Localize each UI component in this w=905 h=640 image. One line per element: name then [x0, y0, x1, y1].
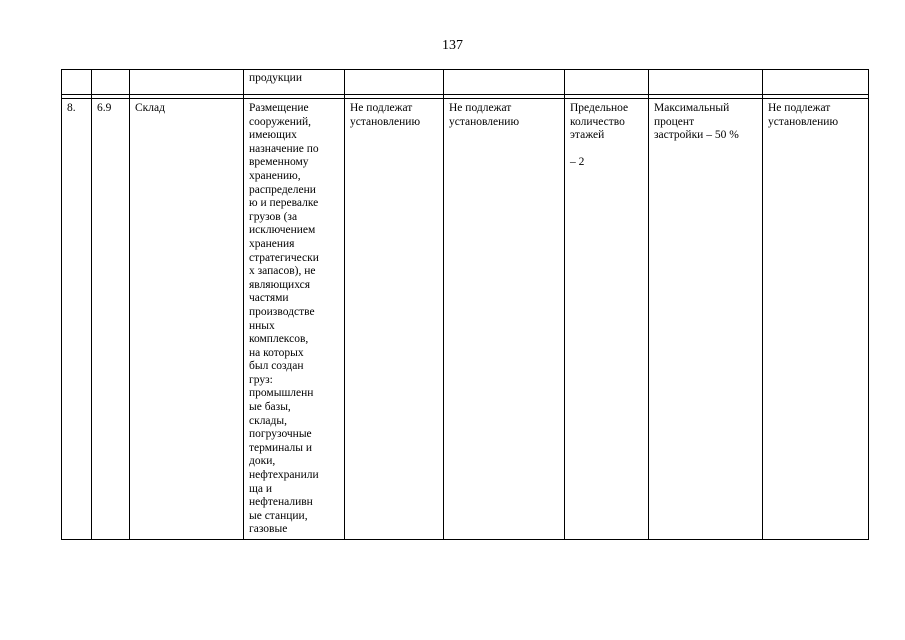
text-line: застройки – 50 % — [654, 129, 739, 142]
description-text — [249, 102, 339, 537]
text-line: исключением — [249, 224, 316, 237]
text-line: Не подлежат — [449, 102, 512, 114]
text-line: ю и перевалке — [249, 197, 319, 210]
text-line: временному — [249, 156, 309, 169]
text-line: – 2 — [570, 155, 585, 168]
regulations-table — [61, 69, 869, 540]
table-cell — [130, 70, 244, 95]
text-line: Максимальный — [654, 102, 730, 114]
text-line: процент — [654, 115, 695, 128]
floors-cell — [565, 99, 649, 540]
name-cell: Склад — [130, 99, 244, 540]
text-line: имеющих — [249, 129, 297, 142]
text-line: ые станции, — [249, 509, 308, 522]
text-line: этажей — [570, 129, 605, 142]
text-line: нефтехранили — [249, 469, 319, 482]
table-cell — [345, 70, 444, 95]
table-row-continuation — [62, 70, 869, 95]
table-cell — [649, 70, 763, 95]
param-cell-9 — [763, 99, 869, 540]
text-line: нефтеналивн — [249, 496, 313, 509]
table-cell — [92, 70, 130, 95]
text-line: склады, — [249, 414, 287, 427]
table-cell — [444, 70, 565, 95]
table-cell — [763, 70, 869, 95]
description-cell — [244, 99, 345, 540]
text-line: комплексов, — [249, 333, 309, 346]
text-line: груз: — [249, 373, 273, 386]
floors-text — [570, 102, 643, 169]
text-line: хранения — [249, 237, 295, 250]
table-cell — [565, 70, 649, 95]
code-cell: 6.9 — [92, 99, 130, 540]
text-line — [570, 143, 643, 156]
text-line: производстве — [249, 305, 315, 318]
text-line: был создан — [249, 360, 304, 373]
text-line: погрузочные — [249, 428, 312, 441]
param-text — [768, 102, 863, 129]
coverage-text — [654, 102, 757, 143]
text-line: распределени — [249, 183, 316, 196]
text-line: стратегически — [249, 251, 319, 264]
text-line: на которых — [249, 346, 304, 359]
text-line: х запасов), не — [249, 265, 316, 278]
text-line: частями — [249, 292, 289, 305]
param-cell-6 — [444, 99, 565, 540]
text-line: Размещение — [249, 102, 309, 114]
text-line: нных — [249, 319, 275, 332]
text-line: количество — [570, 115, 625, 128]
param-cell-5 — [345, 99, 444, 540]
text-line: доки, — [249, 455, 276, 468]
text-line: терминалы и — [249, 441, 312, 454]
text-line: назначение по — [249, 142, 319, 155]
text-line: установлению — [768, 115, 839, 128]
text-line: ые базы, — [249, 401, 291, 414]
param-text — [350, 102, 438, 129]
text-line: установлению — [449, 115, 520, 128]
text-line: Не подлежат — [768, 102, 831, 114]
text-line: Не подлежат — [350, 102, 413, 114]
page-number: 137 — [442, 38, 463, 53]
table-cell — [62, 70, 92, 95]
row-number-cell: 8. — [62, 99, 92, 540]
text-line: установлению — [350, 115, 421, 128]
text-line: Предельное — [570, 102, 629, 114]
text-line: газовые — [249, 523, 288, 536]
table-cell: продукции — [244, 70, 345, 95]
text-line: ща и — [249, 482, 272, 495]
text-line: сооружений, — [249, 115, 312, 128]
table-row — [62, 99, 869, 540]
param-text — [449, 102, 559, 129]
text-line: промышленн — [249, 387, 314, 400]
text-line: являющихся — [249, 278, 311, 291]
coverage-cell — [649, 99, 763, 540]
text-line: хранению, — [249, 169, 301, 182]
text-line: грузов (за — [249, 210, 298, 223]
